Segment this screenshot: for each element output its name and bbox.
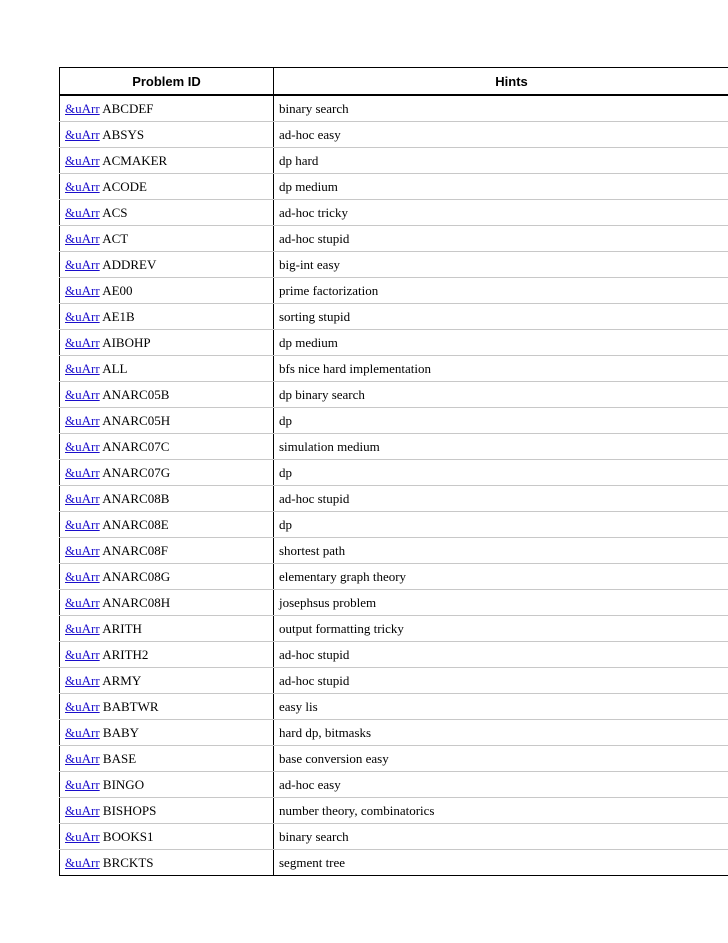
- table-row: [60, 538, 728, 564]
- problem-id-cell: [60, 590, 274, 616]
- header-hints: Hints: [274, 68, 728, 96]
- hint-cell: hard dp, bitmasks: [274, 720, 728, 746]
- problem-id: ACT: [102, 230, 129, 246]
- up-arrow-link[interactable]: &uArr: [65, 334, 100, 350]
- problem-id-cell: [60, 694, 274, 720]
- up-arrow-link[interactable]: &uArr: [65, 490, 100, 506]
- hint-cell: ad-hoc stupid: [274, 226, 728, 252]
- problem-id: ARITH2: [102, 646, 149, 662]
- hint-cell: dp: [274, 460, 728, 486]
- hint-cell: ad-hoc easy: [274, 772, 728, 798]
- problem-id: ANARC08F: [102, 542, 168, 558]
- up-arrow-link[interactable]: &uArr: [65, 568, 100, 584]
- up-arrow-link[interactable]: &uArr: [65, 724, 100, 740]
- table-body: [60, 95, 728, 876]
- hint-cell: dp binary search: [274, 382, 728, 408]
- up-arrow-link[interactable]: &uArr: [65, 542, 100, 558]
- table-row: [60, 668, 728, 694]
- hint-cell: ad-hoc easy: [274, 122, 728, 148]
- table-row: [60, 434, 728, 460]
- problem-id-cell: [60, 538, 274, 564]
- table-row: [60, 694, 728, 720]
- problem-hints-table: [59, 67, 728, 876]
- problem-id: ANARC08B: [102, 490, 170, 506]
- problem-id: AE1B: [102, 308, 135, 324]
- hint-cell: elementary graph theory: [274, 564, 728, 590]
- problem-id: BINGO: [102, 776, 145, 792]
- problem-id-cell: [60, 122, 274, 148]
- table-row: [60, 200, 728, 226]
- table-row: [60, 850, 728, 876]
- table-row: [60, 798, 728, 824]
- problem-id-cell: [60, 772, 274, 798]
- table-row: [60, 460, 728, 486]
- problem-id: ARITH: [102, 620, 142, 636]
- table-row: [60, 616, 728, 642]
- up-arrow-link[interactable]: &uArr: [65, 646, 100, 662]
- header-problem-id: Problem ID: [60, 68, 274, 96]
- problem-id: ABCDEF: [102, 100, 154, 116]
- problem-id: ANARC05H: [102, 412, 171, 428]
- hint-cell: output formatting tricky: [274, 616, 728, 642]
- hint-cell: josephsus problem: [274, 590, 728, 616]
- table-row: [60, 148, 728, 174]
- problem-id-cell: [60, 668, 274, 694]
- up-arrow-link[interactable]: &uArr: [65, 204, 100, 220]
- up-arrow-link[interactable]: &uArr: [65, 126, 100, 142]
- up-arrow-link[interactable]: &uArr: [65, 698, 100, 714]
- problem-id: BABTWR: [102, 698, 159, 714]
- problem-id: ANARC08G: [102, 568, 171, 584]
- problem-id: ADDREV: [102, 256, 157, 272]
- problem-id-cell: [60, 382, 274, 408]
- table-row: [60, 304, 728, 330]
- problem-id-cell: [60, 720, 274, 746]
- up-arrow-link[interactable]: &uArr: [65, 464, 100, 480]
- table-row: [60, 382, 728, 408]
- up-arrow-link[interactable]: &uArr: [65, 672, 100, 688]
- problem-id-cell: [60, 798, 274, 824]
- up-arrow-link[interactable]: &uArr: [65, 438, 100, 454]
- problem-id: ACODE: [102, 178, 147, 194]
- up-arrow-link[interactable]: &uArr: [65, 360, 100, 376]
- up-arrow-link[interactable]: &uArr: [65, 152, 100, 168]
- problem-id-cell: [60, 850, 274, 876]
- hint-cell: sorting stupid: [274, 304, 728, 330]
- table-row: [60, 174, 728, 200]
- table-row: [60, 486, 728, 512]
- up-arrow-link[interactable]: &uArr: [65, 776, 100, 792]
- problem-id: ANARC08E: [102, 516, 169, 532]
- up-arrow-link[interactable]: &uArr: [65, 750, 100, 766]
- hint-cell: binary search: [274, 95, 728, 122]
- up-arrow-link[interactable]: &uArr: [65, 412, 100, 428]
- problem-id-cell: [60, 278, 274, 304]
- hint-cell: dp: [274, 408, 728, 434]
- problem-id-cell: [60, 304, 274, 330]
- hint-cell: number theory, combinatorics: [274, 798, 728, 824]
- hint-cell: ad-hoc stupid: [274, 668, 728, 694]
- hint-cell: prime factorization: [274, 278, 728, 304]
- problem-id: ALL: [102, 360, 128, 376]
- up-arrow-link[interactable]: &uArr: [65, 516, 100, 532]
- problem-id-cell: [60, 642, 274, 668]
- problem-id-cell: [60, 200, 274, 226]
- header-row: [60, 68, 728, 96]
- table-row: [60, 642, 728, 668]
- hint-cell: dp: [274, 512, 728, 538]
- table-row: [60, 226, 728, 252]
- problem-id: ARMY: [102, 672, 142, 688]
- up-arrow-link[interactable]: &uArr: [65, 230, 100, 246]
- problem-id-cell: [60, 746, 274, 772]
- problem-id-cell: [60, 486, 274, 512]
- up-arrow-link[interactable]: &uArr: [65, 282, 100, 298]
- table-row: [60, 564, 728, 590]
- table-row: [60, 278, 728, 304]
- problem-id: AIBOHP: [102, 334, 151, 350]
- table-row: [60, 408, 728, 434]
- hint-cell: dp hard: [274, 148, 728, 174]
- hint-cell: ad-hoc stupid: [274, 486, 728, 512]
- problem-id: ACS: [102, 204, 128, 220]
- up-arrow-link[interactable]: &uArr: [65, 854, 100, 870]
- table-row: [60, 746, 728, 772]
- problem-id-cell: [60, 330, 274, 356]
- problem-id-cell: [60, 148, 274, 174]
- hint-cell: simulation medium: [274, 434, 728, 460]
- problem-id-cell: [60, 434, 274, 460]
- table-row: [60, 95, 728, 122]
- up-arrow-link[interactable]: &uArr: [65, 802, 100, 818]
- problem-id: AE00: [102, 282, 133, 298]
- up-arrow-link[interactable]: &uArr: [65, 386, 100, 402]
- up-arrow-link[interactable]: &uArr: [65, 178, 100, 194]
- problem-id-cell: [60, 460, 274, 486]
- problem-id: ABSYS: [102, 126, 145, 142]
- problem-id-cell: [60, 616, 274, 642]
- table-row: [60, 720, 728, 746]
- problem-id: BISHOPS: [102, 802, 157, 818]
- problem-id: BRCKTS: [102, 854, 154, 870]
- problem-id-cell: [60, 512, 274, 538]
- hint-cell: shortest path: [274, 538, 728, 564]
- hint-cell: easy lis: [274, 694, 728, 720]
- hint-cell: ad-hoc tricky: [274, 200, 728, 226]
- problem-id: ANARC08H: [102, 594, 171, 610]
- problem-id-cell: [60, 408, 274, 434]
- hint-cell: ad-hoc stupid: [274, 642, 728, 668]
- hint-cell: big-int easy: [274, 252, 728, 278]
- problem-id-cell: [60, 824, 274, 850]
- up-arrow-link[interactable]: &uArr: [65, 308, 100, 324]
- problem-id-cell: [60, 226, 274, 252]
- problem-id: ACMAKER: [102, 152, 168, 168]
- problem-id-cell: [60, 356, 274, 382]
- up-arrow-link[interactable]: &uArr: [65, 594, 100, 610]
- problem-id: BOOKS1: [102, 828, 154, 844]
- problem-id-cell: [60, 95, 274, 122]
- problem-id-cell: [60, 564, 274, 590]
- problem-id: ANARC05B: [102, 386, 170, 402]
- table-row: [60, 590, 728, 616]
- hint-cell: dp medium: [274, 330, 728, 356]
- table-row: [60, 356, 728, 382]
- hint-cell: bfs nice hard implementation: [274, 356, 728, 382]
- problem-id-cell: [60, 252, 274, 278]
- up-arrow-link[interactable]: &uArr: [65, 828, 100, 844]
- up-arrow-link[interactable]: &uArr: [65, 620, 100, 636]
- table-row: [60, 512, 728, 538]
- up-arrow-link[interactable]: &uArr: [65, 100, 100, 116]
- hint-cell: base conversion easy: [274, 746, 728, 772]
- problem-id: BABY: [102, 724, 140, 740]
- table-row: [60, 824, 728, 850]
- table-row: [60, 772, 728, 798]
- table-row: [60, 122, 728, 148]
- problem-id: BASE: [102, 750, 137, 766]
- problem-id: ANARC07G: [102, 464, 171, 480]
- table-row: [60, 252, 728, 278]
- hint-cell: binary search: [274, 824, 728, 850]
- up-arrow-link[interactable]: &uArr: [65, 256, 100, 272]
- problem-id: ANARC07C: [102, 438, 170, 454]
- problem-id-cell: [60, 174, 274, 200]
- hint-cell: segment tree: [274, 850, 728, 876]
- hint-cell: dp medium: [274, 174, 728, 200]
- table-row: [60, 330, 728, 356]
